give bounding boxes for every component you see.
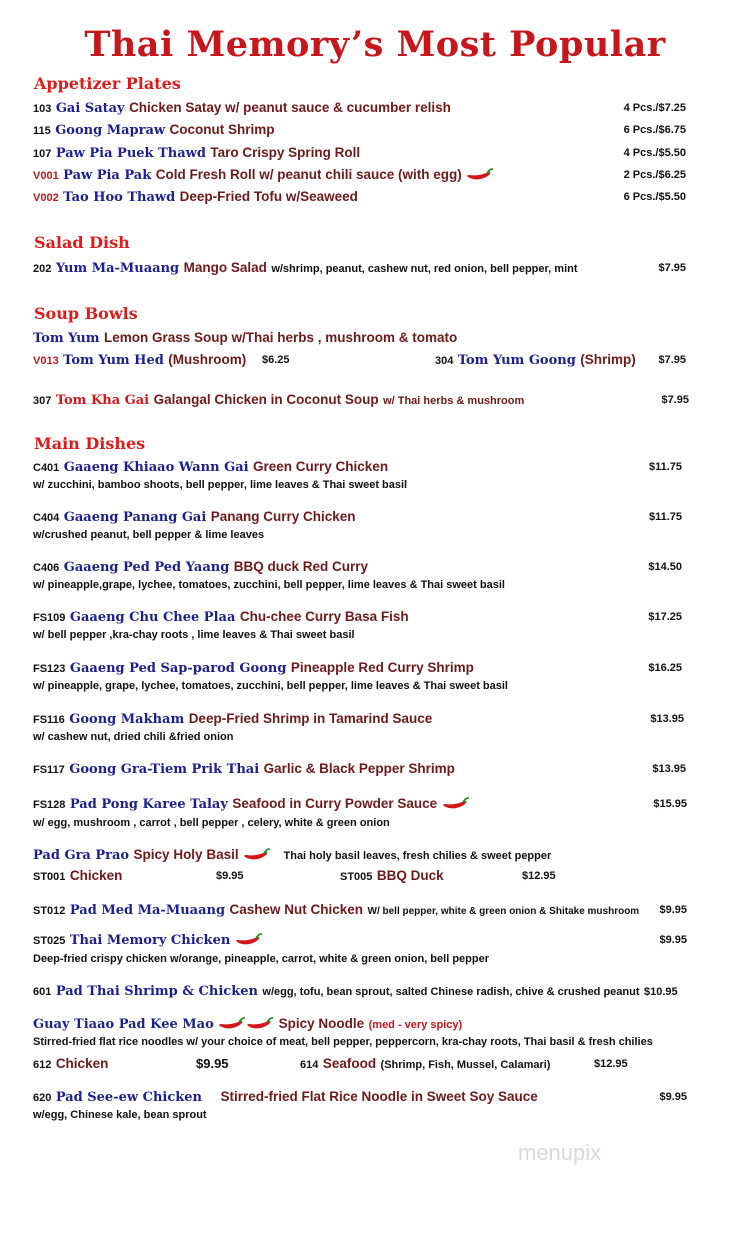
menu-item [33,121,275,139]
menu-item [33,99,451,117]
item-thai-name: Pad See-ew Chicken [55,1090,202,1105]
item-english-name: BBQ duck Red Curry [233,559,369,574]
item-description: Thai holy basil leaves, fresh chilies & sweet pepper [283,850,552,862]
menu-item [33,659,474,677]
item-thai-name: Tom Yum [33,331,100,346]
item-english-name: Seafood in Curry Powder Sauce [232,796,438,811]
chili-pepper-icon [466,168,494,182]
item-english-name: (Mushroom) [168,352,247,367]
item-code: ST025 [33,935,66,947]
item-english-name: Chicken Satay w/ peanut sauce & cucumber relish [129,100,451,115]
section-main: Main Dishes [34,434,146,453]
item-price: $7.95 [658,262,686,274]
item-english-name: Pineapple Red Curry Shrimp [290,660,474,675]
item-thai-name: Gaaeng Khiaao Wann Gai [63,460,249,475]
item-english-name: Mango Salad [183,260,267,275]
page-title: Thai Memory’s Most Popular [84,24,666,65]
item-description: w/ egg, mushroom , carrot , bell pepper , celery, white & green onion [33,817,390,829]
item-price: $9.95 [659,934,687,946]
item-english-name: Chu-chee Curry Basa Fish [239,609,409,624]
item-code: C404 [33,512,60,524]
item-code: V013 [33,355,59,367]
item-price: $9.95 [196,1056,229,1071]
item-thai-name: Tom Yum Hed [63,353,164,368]
item-price: $14.50 [648,561,682,573]
menu-item [33,508,356,526]
menu-item [33,391,524,409]
spice-note: (med - very spicy) [368,1019,463,1031]
item-english-name: Deep-Fried Shrimp in Tamarind Sauce [188,711,433,726]
item-code: 107 [33,148,52,160]
item-price: $12.95 [522,870,556,882]
menu-item [33,608,409,626]
item-description: w/ pineapple, grape, lychee, tomatoes, zucchini, bell pepper, lime leaves & Thai sweet basil [33,680,508,692]
item-code: 304 [435,355,454,367]
item-english-name: Spicy Holy Basil [133,847,239,862]
item-code: FS109 [33,612,66,624]
item-price: 4 Pcs./$5.50 [623,147,686,159]
chili-pepper-icon [442,797,470,811]
item-english-name: Chicken [69,868,123,883]
menu-item [33,1015,462,1033]
item-english-name: Chicken [55,1056,109,1071]
menu-item [33,901,639,919]
menu-option [340,867,444,885]
soup-header [33,329,457,347]
item-code: 103 [33,103,52,115]
item-thai-name: Gai Satay [55,101,125,116]
chili-pepper-icon [246,1017,274,1031]
item-code: 307 [33,395,52,407]
item-price: $11.75 [648,511,682,523]
item-english-name: (Shrimp) [580,352,636,367]
item-code: FS117 [33,764,65,776]
menu-item [33,458,388,476]
option-note: (Shrimp, Fish, Mussel, Calamari) [380,1059,551,1071]
item-thai-name: Goong Makham [69,712,185,727]
menu-item [33,1088,538,1106]
item-thai-name: Goong Mapraw [55,123,166,138]
item-thai-name: Paw Pia Puek Thawd [55,146,206,161]
menu-item [435,351,636,369]
menu-item [33,795,470,813]
menu-option [33,1055,108,1073]
watermark: menupix [518,1140,602,1165]
item-english-name: Coconut Shrimp [169,122,275,137]
item-description: w/egg, Chinese kale, bean sprout [33,1109,207,1121]
chili-pepper-icon [218,1017,246,1031]
item-code: FS123 [33,663,66,675]
item-english-name: Galangal Chicken in Coconut Soup [153,392,379,407]
item-code: ST012 [33,905,66,917]
item-thai-name: Gaaeng Ped Ped Yaang [63,560,230,575]
item-price: $13.95 [650,713,684,725]
item-description: w/ Thai herbs & mushroom [383,395,525,407]
item-description: Deep-fried crispy chicken w/orange, pineapple, carrot, white & green onion, bell pepper [33,953,489,965]
menu-item [33,144,360,162]
item-price: 4 Pcs./$7.25 [623,102,686,114]
item-price: $17.25 [648,611,682,623]
item-code: V001 [33,170,59,182]
item-english-name: Green Curry Chicken [253,459,389,474]
item-code: 115 [33,125,51,137]
item-thai-name: Thai Memory Chicken [69,933,231,948]
item-price: $10.95 [643,986,678,998]
item-description: w/egg, tofu, bean sprout, salted Chinese radish, chive & crushed peanut [262,986,640,998]
menu-option [300,1055,550,1073]
item-price: $13.95 [652,763,686,775]
menu-item [33,558,368,576]
item-thai-name: Gaaeng Panang Gai [63,510,207,525]
item-english-name: Cashew Nut Chicken [229,902,364,917]
menu-item [33,710,432,728]
menu-item [33,259,578,277]
item-description: w/ pineapple,grape, lychee, tomatoes, zucchini, bell pepper, lime leaves & Thai sweet basil [33,579,505,591]
item-description: W/ bell pepper, white & green onion & Shitake mushroom [367,906,640,917]
item-thai-name: Pad Med Ma-Muaang [69,903,226,918]
item-code: 202 [33,263,52,275]
item-code: 620 [33,1092,52,1104]
item-code: FS116 [33,714,65,726]
item-code: V002 [33,192,59,204]
menu-item [33,931,263,949]
item-english-name: Panang Curry Chicken [210,509,356,524]
item-thai-name: Tao Hoo Thawd [63,190,176,205]
item-thai-name: Yum Ma-Muaang [55,261,180,276]
item-description: Stirred-fried flat rice noodles w/ your choice of meat, bell pepper, peppercorn, kra-chay roots, Thai basil & fresh chilies [33,1036,653,1048]
item-thai-name: Pad Thai Shrimp & Chicken [55,984,258,999]
item-description: w/ bell pepper ,kra-chay roots , lime leaves & Thai sweet basil [33,629,355,641]
item-english-name: Lemon Grass Soup w/Thai herbs , mushroom & tomato [103,330,458,345]
item-price: $9.95 [216,870,244,882]
item-price: $16.25 [648,662,682,674]
menu-item [33,982,678,1000]
item-price: $12.95 [594,1058,628,1070]
item-english-name: Cold Fresh Roll w/ peanut chili sauce (with egg) [155,167,462,182]
item-price: $6.25 [262,354,290,366]
chili-pepper-icon [235,933,263,947]
item-thai-name: Goong Gra-Tiem Prik Thai [69,762,260,777]
item-code: 614 [300,1059,319,1071]
item-price: $7.95 [658,354,686,366]
section-salad: Salad Dish [34,233,130,252]
menu-item [33,188,358,206]
menu-option [33,867,122,885]
item-code: 601 [33,986,52,998]
item-english-name: Deep-Fried Tofu w/Seaweed [179,189,358,204]
menu-item [33,846,551,864]
section-appetizer: Appetizer Plates [34,74,181,93]
item-description: w/ cashew nut, dried chili &fried onion [33,731,234,743]
item-thai-name: Tom Yum Goong [457,353,576,368]
item-description: w/crushed peanut, bell pepper & lime leaves [33,529,265,541]
item-price: $11.75 [648,461,682,473]
item-price: $9.95 [659,904,687,916]
item-thai-name: Pad Pong Karee Talay [69,797,228,812]
item-code: ST001 [33,871,66,883]
item-code: 612 [33,1059,52,1071]
item-english-name: Seafood [322,1056,377,1071]
item-english-name: Garlic & Black Pepper Shrimp [263,761,455,776]
menu-item [33,166,494,184]
menu-item [33,760,455,778]
item-english-name: Spicy Noodle [278,1016,365,1031]
item-description: w/ zucchini, bamboo shoots, bell pepper, lime leaves & Thai sweet basil [33,479,408,491]
chili-pepper-icon [243,848,271,862]
item-english-name: BBQ Duck [376,868,444,883]
item-price: $7.95 [661,394,689,406]
item-description: w/shrimp, peanut, cashew nut, red onion, bell pepper, mint [271,263,578,275]
item-thai-name: Pad Gra Prao [33,848,130,863]
item-thai-name: Gaaeng Chu Chee Plaa [69,610,236,625]
menu-item [33,351,246,369]
item-thai-name: Paw Pia Pak [63,168,152,183]
item-code: FS128 [33,799,66,811]
item-code: C401 [33,462,60,474]
item-code: C406 [33,562,60,574]
item-thai-name: Gaaeng Ped Sap-parod Goong [69,661,287,676]
item-price: 6 Pcs./$6.75 [623,124,686,136]
item-thai-name: Tom Kha Gai [55,393,150,408]
item-code: ST005 [340,871,373,883]
section-soup: Soup Bowls [34,304,138,323]
item-english-name: Stirred-fried Flat Rice Noodle in Sweet Soy Sauce [220,1089,538,1104]
item-price: $9.95 [659,1091,687,1103]
item-price: 6 Pcs./$5.50 [623,191,686,203]
item-thai-name: Guay Tiaao Pad Kee Mao [33,1017,214,1032]
item-price: $15.95 [653,798,687,810]
item-english-name: Taro Crispy Spring Roll [210,145,361,160]
item-price: 2 Pcs./$6.25 [623,169,686,181]
